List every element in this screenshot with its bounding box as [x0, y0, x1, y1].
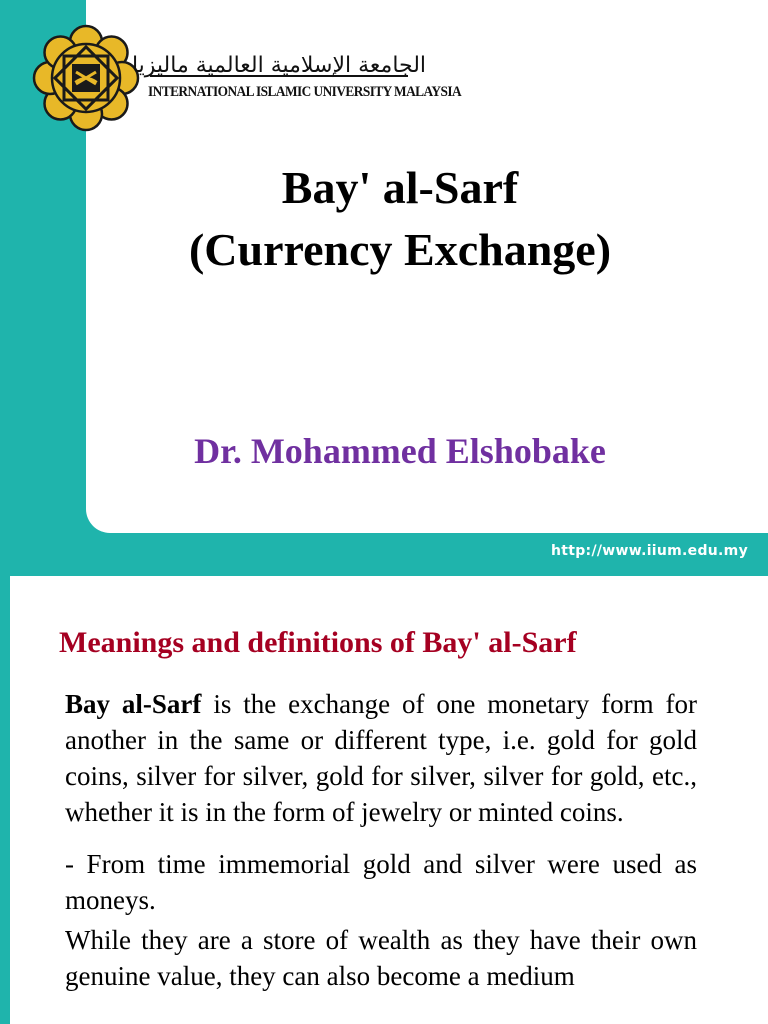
author-name: Dr. Mohammed Elshobake	[194, 431, 606, 471]
iium-crest-icon	[30, 22, 142, 134]
term-bay-al-sarf: Bay al-Sarf	[65, 689, 202, 719]
section-heading: Meanings and definitions of Bay' al-Sarf	[59, 626, 577, 659]
svg-text:الجامعة الإسلامية العالمية مال: الجامعة الإسلامية العالمية ماليزيا	[131, 53, 427, 78]
wealth-paragraph: While they are a store of wealth as they have their own genuine value, they can also become a medium	[65, 925, 697, 991]
university-name: INTERNATIONAL ISLAMIC UNIVERSITY MALAYSIA	[148, 84, 462, 100]
website-url: http://www.iium.edu.my	[550, 543, 748, 559]
definition-text: is the exchange of one monetary form for another in the same or different type, i.e. gold for gold coins, silver for silver, gold for silver, silver for gold, etc., whether it is in the form of jewelry or minted coins.	[65, 689, 697, 827]
arabic-university-wordmark	[131, 46, 427, 80]
slide-title: Bay' al-Sarf	[281, 162, 519, 213]
slide-subtitle: (Currency Exchange)	[188, 224, 612, 275]
body-text	[65, 686, 697, 1010]
content-slide	[10, 576, 768, 1024]
history-paragraph: - From time immemorial gold and silver were used as moneys.	[65, 849, 697, 915]
definition-paragraph	[65, 686, 697, 830]
